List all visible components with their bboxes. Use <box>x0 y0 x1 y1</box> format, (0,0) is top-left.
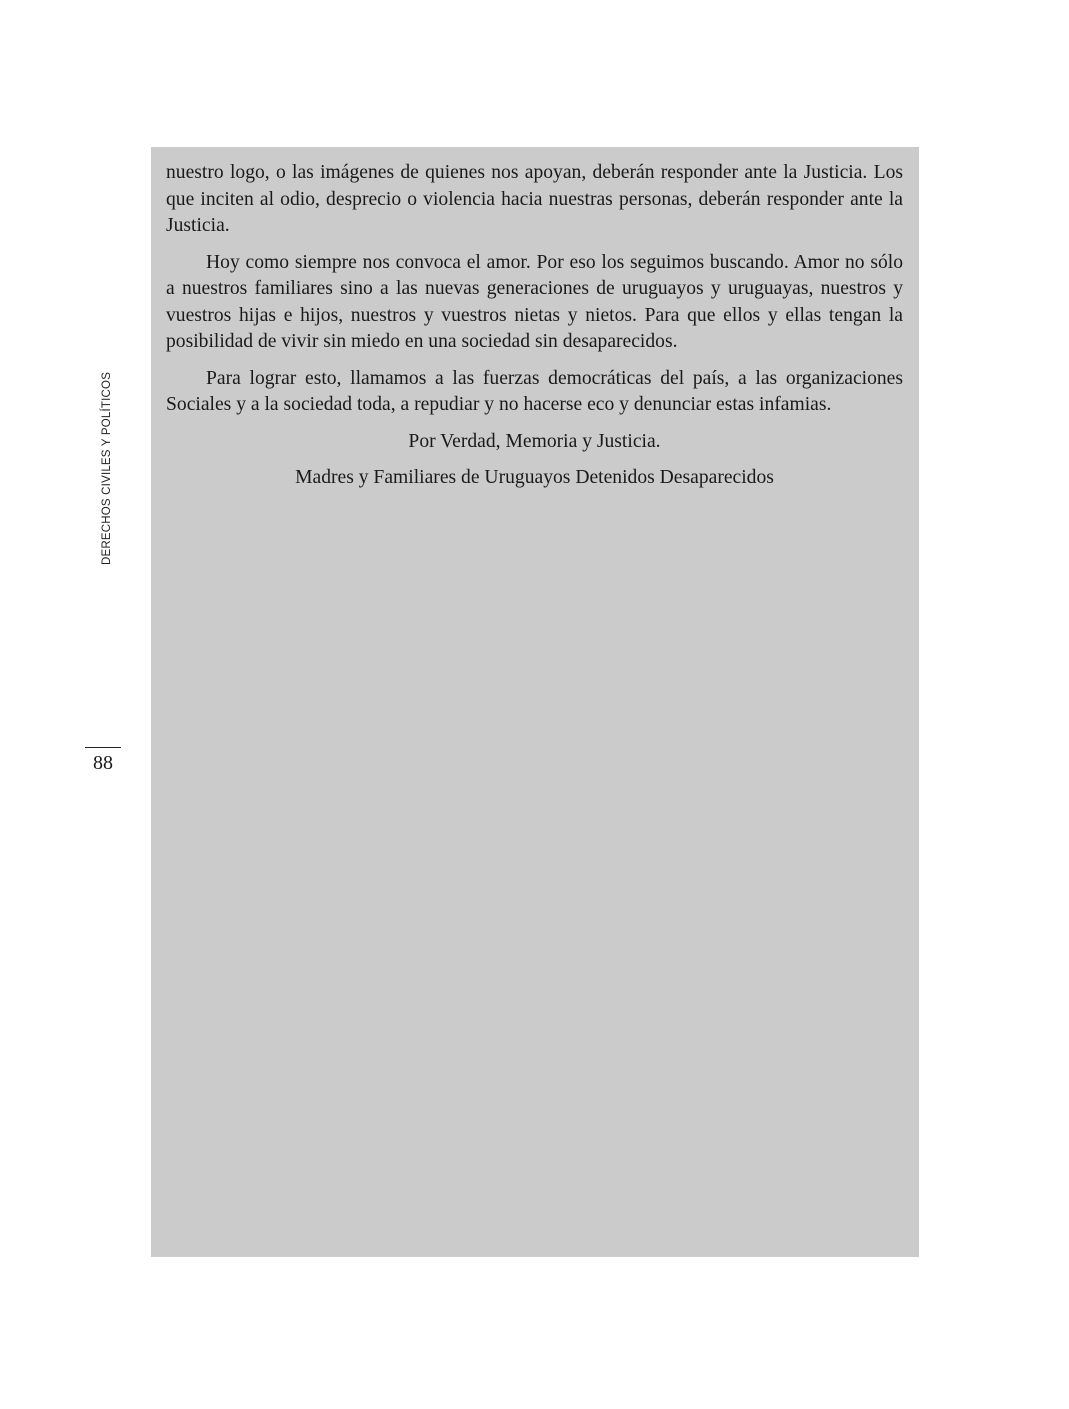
signature: Madres y Familiares de Uruguayos Detenidos Desaparecidos <box>295 467 774 488</box>
paragraph-1: nuestro logo, o las imágenes de quienes nos apoyan, deberán responder ante la Justicia. Los que inciten al odio, desprecio o violencia hacia nuestras personas, deberán responder ante la Justicia. <box>166 162 903 236</box>
page-number: 88 <box>93 752 113 774</box>
page-number-rule <box>85 747 121 748</box>
body-text <box>166 160 903 502</box>
closing-motto: Por Verdad, Memoria y Justicia. <box>408 430 661 452</box>
running-section-title: DERECHOS CIVILES Y POLÍTICOS <box>101 371 113 565</box>
paragraph-3: Para lograr esto, llamamos a las fuerzas democráticas del país, a las organizaciones Sociales y a la sociedad toda, a repudiar y no hacerse eco y denunciar estas infamias. <box>166 367 903 415</box>
paragraph-2: Hoy como siempre nos convoca el amor. Por eso los seguimos buscando. Amor no sólo a nuestros familiares sino a las nuevas generaciones de uruguayos y uruguayas, nuestros y vuestros hijas e hijos, nuestros y vuestros nietas y nietos. Para que ellos y ellas tengan la posibilidad de vivir sin miedo en una sociedad sin desaparecidos. <box>166 251 903 352</box>
